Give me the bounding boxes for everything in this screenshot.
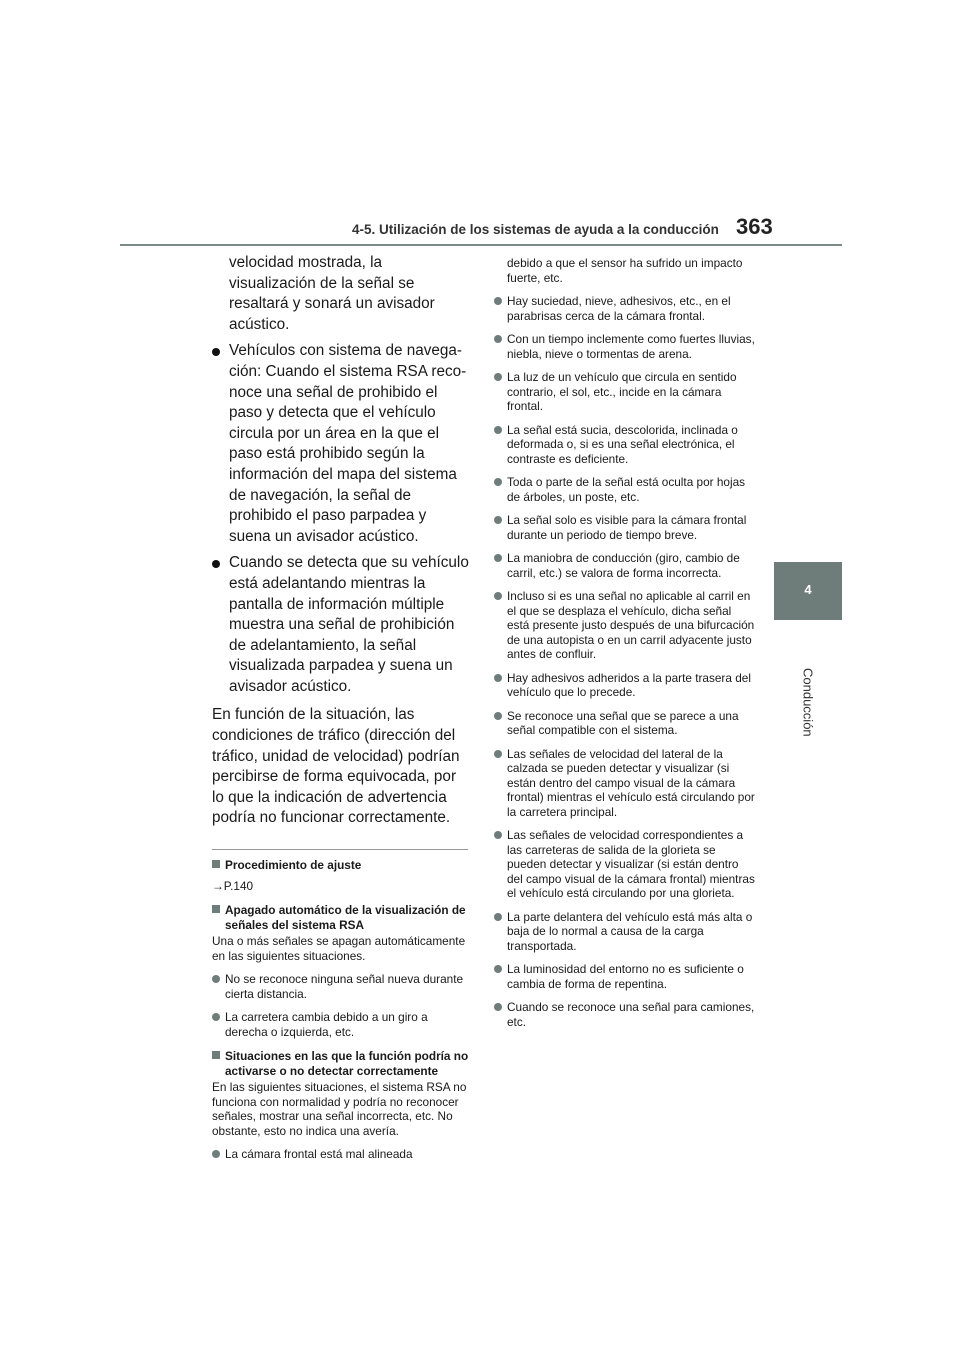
list-item (494, 475, 756, 504)
section-heading-text: Apagado automático de la visualización de señales del sistema RSA (225, 903, 466, 932)
list-item-text: Vehículos con sistema de navegación: Cuando el sistema RSA reconoce una señal de prohibido el paso y detecta que el vehículo circula por un área en la que el paso está prohibido según la información del mapa del sistema de navegación, la señal de prohibido el paso parpadea y suena un avisador acústico. (229, 342, 467, 545)
continuation-text: velocidad mostrada, la visualización de la señal se resaltará y sonará un avisador acústico. (229, 254, 435, 333)
list-item (494, 370, 756, 414)
header-divider (120, 244, 842, 246)
bullet-icon (494, 335, 502, 343)
list-item-text: Se reconoce una señal que se parece a una señal compatible con el sistema. (507, 708, 739, 737)
bullet-icon (212, 1013, 220, 1021)
section-heading (212, 858, 472, 873)
bullet-icon (494, 712, 502, 720)
section-text: Una o más señales se apagan automáticamente en las siguientes situaciones. (212, 934, 466, 963)
page-number: 363 (736, 214, 773, 239)
list-item-text: La señal solo es visible para la cámara frontal durante un periodo de tiempo breve. (507, 513, 747, 542)
bullet-icon (494, 965, 502, 973)
square-bullet-icon (212, 905, 220, 913)
list-item (494, 671, 756, 700)
list-item-text: La señal está sucia, descolorida, inclinada o deformada o, si es una señal electrónica, el contraste es deficiente. (507, 422, 738, 466)
chapter-tab[interactable] (774, 562, 842, 620)
list-item (494, 747, 756, 820)
section-heading-text: Situaciones en las que la función podría no activarse o no detectar correctamente (225, 1049, 469, 1078)
list-item-text: La luz de un vehículo que circula en sentido contrario, el sol, etc., incide en la cámara frontal. (507, 370, 737, 413)
list-item-text: Con un tiempo inclemente como fuertes lluvias, niebla, nieve o tormentas de arena. (507, 332, 755, 361)
list-item (494, 910, 756, 954)
body-paragraph: En función de la situación, las condiciones de tráfico (dirección del tráfico, unidad de velocidad) podrían percibirse de forma equivocada, por lo que la indicación de advertencia podría no funcionar correctamente. (212, 706, 460, 827)
square-bullet-icon (212, 860, 220, 868)
list-item (494, 962, 756, 991)
section-divider (212, 849, 468, 850)
continuation-text: debido a que el sensor ha sufrido un impacto fuerte, etc. (507, 256, 743, 285)
list-item (494, 294, 756, 323)
bullet-icon (212, 560, 220, 568)
list-item-text: La cámara frontal está mal alineada (225, 1147, 413, 1162)
list-item (494, 513, 756, 542)
list-item (494, 423, 756, 467)
bullet-icon (494, 426, 502, 434)
bullet-icon (494, 373, 502, 381)
bullet-icon (494, 1003, 502, 1011)
bullet-icon (212, 348, 220, 356)
list-item-text: La maniobra de conducción (giro, cambio de carril, etc.) se valora de forma incorrecta. (507, 551, 740, 580)
list-item-text: La luminosidad del entorno no es suficiente o cambia de forma de repentina. (507, 962, 744, 991)
section-heading (212, 903, 472, 932)
list-item (494, 551, 756, 580)
chapter-tab-number: 4 (804, 582, 812, 597)
list-item-text: Hay adhesivos adheridos a la parte trasera del vehículo que lo precede. (507, 670, 751, 699)
list-item-text: Cuando se detecta que su vehículo está adelantando mientras la pantalla de información múltiple muestra una señal de prohibición de adelantamiento, la señal visualizada parpadea y suena un avisador acústico. (229, 554, 469, 695)
list-item (212, 553, 472, 697)
list-item-text: No se reconoce ninguna señal nueva durante cierta distancia. (225, 972, 464, 1001)
list-item (494, 1000, 756, 1029)
bullet-icon (494, 297, 502, 305)
list-item (212, 1010, 472, 1039)
right-column (494, 256, 756, 1029)
list-item-text: Toda o parte de la señal está oculta por hojas de árboles, un poste, etc. (507, 475, 746, 504)
bullet-icon (494, 674, 502, 682)
bullet-icon (494, 913, 502, 921)
bullet-icon (494, 478, 502, 486)
bullet-icon (494, 516, 502, 524)
bullet-icon (494, 831, 502, 839)
chapter-tab-label: Conducción (800, 668, 816, 737)
list-item (494, 709, 756, 738)
list-item-text: Incluso si es una señal no aplicable al carril en el que se desplaza el vehículo, dicha señal está presente justo después de una bifurcación de una autopista o en un carril adyacente justo antes de confluir. (507, 589, 755, 661)
section-heading-text: Procedimiento de ajuste (225, 858, 362, 873)
list-item-text: La carretera cambia debido a un giro a derecha o izquierda, etc. (225, 1010, 428, 1039)
list-item (494, 332, 756, 361)
bullet-icon (212, 1150, 220, 1158)
left-column (212, 253, 472, 1162)
bullet-icon (212, 975, 220, 983)
chapter-title: 4-5. Utilización de los sistemas de ayuda a la conducción (352, 222, 719, 237)
list-item-text: Cuando se reconoce una señal para camiones, etc. (507, 1000, 755, 1029)
square-bullet-icon (212, 1051, 220, 1059)
bullet-icon (494, 554, 502, 562)
list-item (212, 1147, 472, 1162)
list-item-text: Hay suciedad, nieve, adhesivos, etc., en el parabrisas cerca de la cámara frontal. (507, 294, 731, 323)
bullet-icon (494, 592, 502, 600)
list-item (212, 341, 472, 547)
list-item (212, 972, 472, 1001)
section-heading (212, 1049, 472, 1078)
page-reference-link[interactable]: →P.140 (212, 878, 254, 893)
section-text: En las siguientes situaciones, el sistema RSA no funciona con normalidad y podría no reconocer señales, mostrar una señal incorrecta, etc. No obstante, esto no indica una avería. (212, 1080, 467, 1138)
bullet-list (494, 294, 756, 1029)
bullet-icon (494, 750, 502, 758)
list-item-text: La parte delantera del vehículo está más alta o baja de lo normal a causa de la carga transportada. (507, 909, 753, 953)
list-item (494, 589, 756, 662)
list-item-text: Las señales de velocidad del lateral de la calzada se pueden detectar y visualizar (si están dentro del campo visual de la cámara frontal) mientras el vehículo está circulando por la carretera principal. (507, 746, 755, 819)
list-item-text: Las señales de velocidad correspondientes a las carreteras de salida de la glorieta se pueden detectar y visualizar (si están dentro del campo visual de la cámara frontal) mientras el vehículo está circulando por una glorieta. (507, 828, 755, 900)
list-item (494, 828, 756, 901)
